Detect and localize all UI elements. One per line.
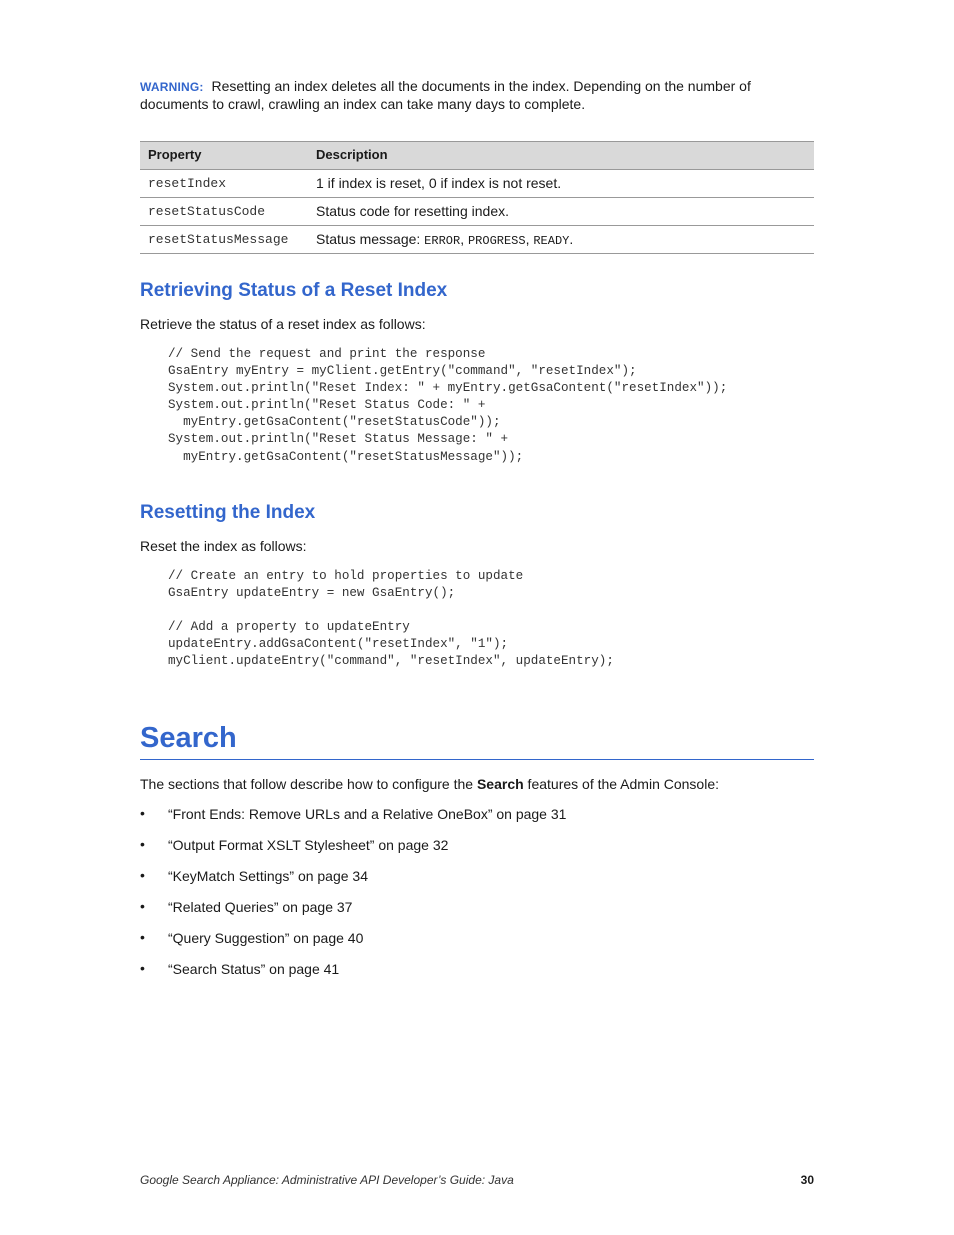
search-intro-before: The sections that follow describe how to configure the: [140, 776, 477, 793]
section-intro: Reset the index as follows:: [140, 537, 307, 554]
bullet: •: [140, 929, 145, 946]
warning-text: Resetting an index deletes all the documents in the index. Depending on the number of documents to crawl, crawling an index can take many days to complete.: [140, 78, 751, 112]
separator: ,: [525, 230, 534, 247]
page-footer: [140, 1173, 814, 1187]
description-prefix: Status message:: [316, 230, 425, 247]
status-value-error: ERROR: [424, 233, 461, 248]
table-row: [140, 170, 814, 198]
warning-label: WARNING:: [140, 80, 204, 94]
footer-doc-title: Google Search Appliance: Administrative API Developer’s Guide: Java: [140, 1173, 514, 1187]
property-table: [140, 141, 814, 254]
bullet: •: [140, 867, 145, 884]
search-intro-bold: Search: [476, 776, 524, 793]
code-block-reset-index: // Create an entry to hold properties to update GsaEntry updateEntry = new GsaEntry(); // Add a property to updateEntry updateEntry.addGsaContent("resetIndex", "1"); myClient.updateEntry("command", "resetIndex", updateEntry);: [168, 568, 614, 669]
list-item[interactable]: [140, 837, 814, 868]
table-header-property: Property: [140, 142, 308, 170]
topic-link[interactable]: “Output Format XSLT Stylesheet” on page 32: [168, 837, 449, 854]
topic-link[interactable]: “Front Ends: Remove URLs and a Relative OneBox” on page 31: [168, 806, 567, 823]
section-heading-retrieving-status: Retrieving Status of a Reset Index: [140, 280, 448, 301]
property-description: Status code for resetting index.: [308, 198, 814, 226]
list-item[interactable]: [140, 899, 814, 930]
chapter-heading-search: Search: [140, 722, 814, 760]
search-intro: [140, 776, 814, 792]
table-row: [140, 226, 814, 254]
warning-note: [140, 78, 814, 113]
code-block-retrieve-status: // Send the request and print the response GsaEntry myEntry = myClient.getEntry("command", "resetIndex"); System.out.println("Reset Index: " + myEntry.getGsaContent("resetIndex")); System.out.println("Reset Status Code: " + myEntry.getGsaContent("resetStatusCode")); System.out.println("Reset Status Message: " + myEntry.getGsaContent("resetStatusMessage"));: [168, 347, 728, 464]
property-name: resetStatusMessage: [140, 226, 308, 254]
topic-link[interactable]: “KeyMatch Settings” on page 34: [168, 868, 369, 885]
bullet: •: [140, 805, 145, 822]
status-value-progress: PROGRESS: [467, 233, 526, 248]
footer-page-number: 30: [800, 1173, 814, 1187]
property-description: [308, 226, 814, 254]
topic-link[interactable]: “Related Queries” on page 37: [168, 899, 353, 916]
list-item[interactable]: [140, 868, 814, 899]
table-header-description: Description: [308, 142, 814, 170]
property-name: resetIndex: [140, 170, 308, 198]
bullet: •: [140, 960, 145, 977]
table-row: [140, 198, 814, 226]
table-header-row: [140, 142, 814, 170]
section-heading-resetting-index: Resetting the Index: [140, 501, 316, 523]
property-name: resetStatusCode: [140, 198, 308, 226]
topic-link[interactable]: “Search Status” on page 41: [168, 961, 340, 978]
property-description: 1 if index is reset, 0 if index is not reset.: [308, 170, 814, 198]
document-page: [140, 78, 814, 992]
list-item[interactable]: [140, 961, 814, 992]
list-item[interactable]: [140, 806, 814, 837]
search-topics-list: [140, 806, 814, 992]
bullet: •: [140, 898, 145, 915]
search-intro-after: features of the Admin Console:: [523, 776, 720, 793]
bullet: •: [140, 836, 145, 853]
description-end: .: [569, 230, 574, 247]
topic-link[interactable]: “Query Suggestion” on page 40: [168, 930, 364, 947]
status-value-ready: READY: [533, 233, 570, 248]
section-intro: Retrieve the status of a reset index as follows:: [140, 316, 426, 332]
list-item[interactable]: [140, 930, 814, 961]
separator: ,: [460, 230, 468, 247]
